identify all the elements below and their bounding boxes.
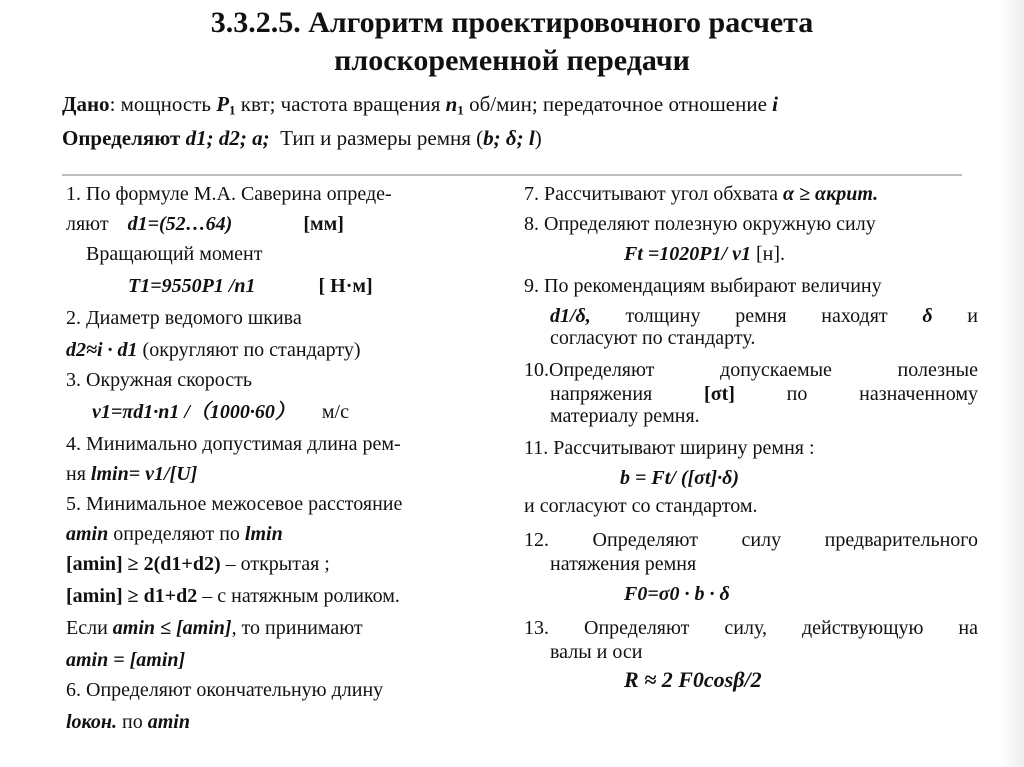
right-s7 xyxy=(524,182,878,206)
right-s10-b xyxy=(550,382,978,406)
determine-belt-vars: b; δ; l xyxy=(483,126,535,150)
left-s6-b-text: по xyxy=(122,711,143,733)
left-s1-c: Вращающий момент xyxy=(86,243,263,265)
right-s9-c: согласуют по стандарту. xyxy=(550,327,756,349)
left-s5-f xyxy=(66,648,185,672)
left-s5-a: 5. Минимальное межосевое расстояние xyxy=(66,493,403,515)
left-s5-b xyxy=(66,522,283,546)
left-s4-b xyxy=(66,462,197,486)
right-s11-formula: b = Ft/ ([σt]·δ) xyxy=(620,467,740,489)
right-s13-a: 13. Определяют силу, действующую на xyxy=(524,617,978,639)
left-s1-t-line xyxy=(128,274,373,298)
left-s1-unit: [мм] xyxy=(303,213,344,235)
left-s1-t-formula: T1=9550P1 /n1 xyxy=(128,275,256,297)
left-s5-c-formula: [amin] ≥ 2(d1+d2) xyxy=(66,553,221,575)
right-s10-b-text: напряжения xyxy=(550,383,653,405)
left-s1-b xyxy=(66,212,344,236)
left-s5-b-text: определяют по xyxy=(113,523,240,545)
given-text-c: об/мин; передаточное отношение xyxy=(463,92,773,116)
given-text-a: : мощность xyxy=(109,92,217,116)
determine-line xyxy=(62,126,542,150)
right-s10-b-formula: [σt] xyxy=(704,383,735,405)
given-power-sub: 1 xyxy=(229,102,236,118)
left-s2-b xyxy=(66,338,361,362)
left-s6-b-var2: amin xyxy=(147,711,190,733)
left-s5-d xyxy=(66,584,400,608)
right-s7-formula: α ≥ αкрит. xyxy=(783,183,879,205)
title-line-1: 3.3.2.5. Алгоритм проектировочного расчета xyxy=(210,6,814,39)
given-label: Дано xyxy=(62,92,110,116)
left-s3-b xyxy=(92,400,349,424)
right-s12-formula-line xyxy=(624,582,730,606)
right-s13-formula-line xyxy=(624,668,762,692)
left-s2-formula: d2≈i · d1 xyxy=(66,339,138,361)
right-s8-formula: Ft =1020P1/ v1 xyxy=(624,243,751,265)
right-s12-a: 12. Определяют силу предварительного xyxy=(524,529,978,551)
left-s4-a: 4. Минимально допустимая длина рем- xyxy=(66,433,401,455)
left-s5-e-formula: amin ≤ [amin] xyxy=(112,617,232,639)
determine-close: ) xyxy=(534,126,542,150)
right-s8-unit: [н]. xyxy=(755,243,785,265)
right-s9-b xyxy=(550,304,978,328)
left-s5-b-var: amin xyxy=(66,523,109,545)
left-s6-b-var: lокон. xyxy=(66,711,118,733)
left-s3-unit: м/с xyxy=(321,401,349,423)
left-s5-e-text: Если xyxy=(66,617,108,639)
right-s9-b-formula: d1/δ, xyxy=(550,305,591,327)
left-s5-c-text: – открытая ; xyxy=(225,553,330,575)
left-s3-formula: v1=πd1·n1 /（1000·60） xyxy=(92,401,295,423)
header-divider xyxy=(62,174,962,176)
right-edge-shade xyxy=(1000,0,1024,767)
left-s6-a: 6. Определяют окончательную длину xyxy=(66,679,384,701)
right-s12-b: натяжения ремня xyxy=(550,553,697,575)
right-s10-b-text2: по назначенному xyxy=(786,383,978,405)
right-s10-a: 10.Определяют допускаемые полезные xyxy=(524,359,978,381)
right-s9-a: 9. По рекомендациям выбирают величину xyxy=(524,275,882,297)
determine-belt: Тип и размеры ремня ( xyxy=(280,126,484,150)
left-s1-a: 1. По формуле М.А. Саверина опреде- xyxy=(66,183,392,205)
right-s9-b-var: δ xyxy=(922,305,933,327)
left-s5-d-text: – с натяжным роликом. xyxy=(202,585,400,607)
left-s2-a: 2. Диаметр ведомого шкива xyxy=(66,307,302,329)
left-s5-f-formula: amin = [amin] xyxy=(66,649,186,671)
right-s11-a: 11. Рассчитывают ширину ремня : xyxy=(524,437,815,459)
left-s5-c xyxy=(66,552,330,576)
right-s13-b: валы и оси xyxy=(550,641,643,663)
determine-label: Определяют xyxy=(62,126,186,150)
left-s1-formula: d1=(52…64) xyxy=(127,213,233,235)
given-line xyxy=(62,92,778,123)
right-s9-b-end: и xyxy=(967,305,978,327)
right-s11-c: и согласуют со стандартом. xyxy=(524,495,758,517)
title-line-2: плоскоременной передачи xyxy=(334,44,690,77)
left-s5-e xyxy=(66,616,363,640)
left-s6-b xyxy=(66,710,190,734)
right-s7-text: 7. Рассчитывают угол обхвата xyxy=(524,183,779,205)
page-title xyxy=(0,4,1024,80)
left-s5-d-formula: [amin] ≥ d1+d2 xyxy=(66,585,198,607)
left-s4-b-text: ня xyxy=(66,463,86,485)
right-s11-formula-line xyxy=(620,466,739,490)
left-s5-e-text2: , то принимают xyxy=(231,617,363,639)
left-s5-b-var2: lmin xyxy=(244,523,283,545)
right-s13-formula: R ≈ 2 F0cosβ/2 xyxy=(624,667,762,692)
left-s3-a: 3. Окружная скорость xyxy=(66,369,253,391)
right-s10-c: материалу ремня. xyxy=(550,405,700,427)
given-text-b: квт; частота вращения xyxy=(235,92,446,116)
given-rpm-var: n xyxy=(445,92,458,116)
left-s4-formula: lmin= v1/[U] xyxy=(90,463,198,485)
given-ratio-var: i xyxy=(772,92,779,116)
right-s8: 8. Определяют полезную окружную силу xyxy=(524,213,876,235)
left-s2-note: (округляют по стандарту) xyxy=(142,339,361,361)
given-rpm-sub: 1 xyxy=(457,102,464,118)
right-s12-formula: F0=σ0 · b · δ xyxy=(624,583,730,605)
left-s1-t-unit: [ Н·м] xyxy=(318,275,373,297)
left-s1-b-text: ляют xyxy=(66,213,109,235)
determine-items: d1; d2; a; xyxy=(185,126,270,150)
right-s9-b-text: толщину ремня находят xyxy=(625,305,888,327)
right-s8-formula-line xyxy=(624,242,785,266)
given-power-var: P xyxy=(216,92,230,116)
